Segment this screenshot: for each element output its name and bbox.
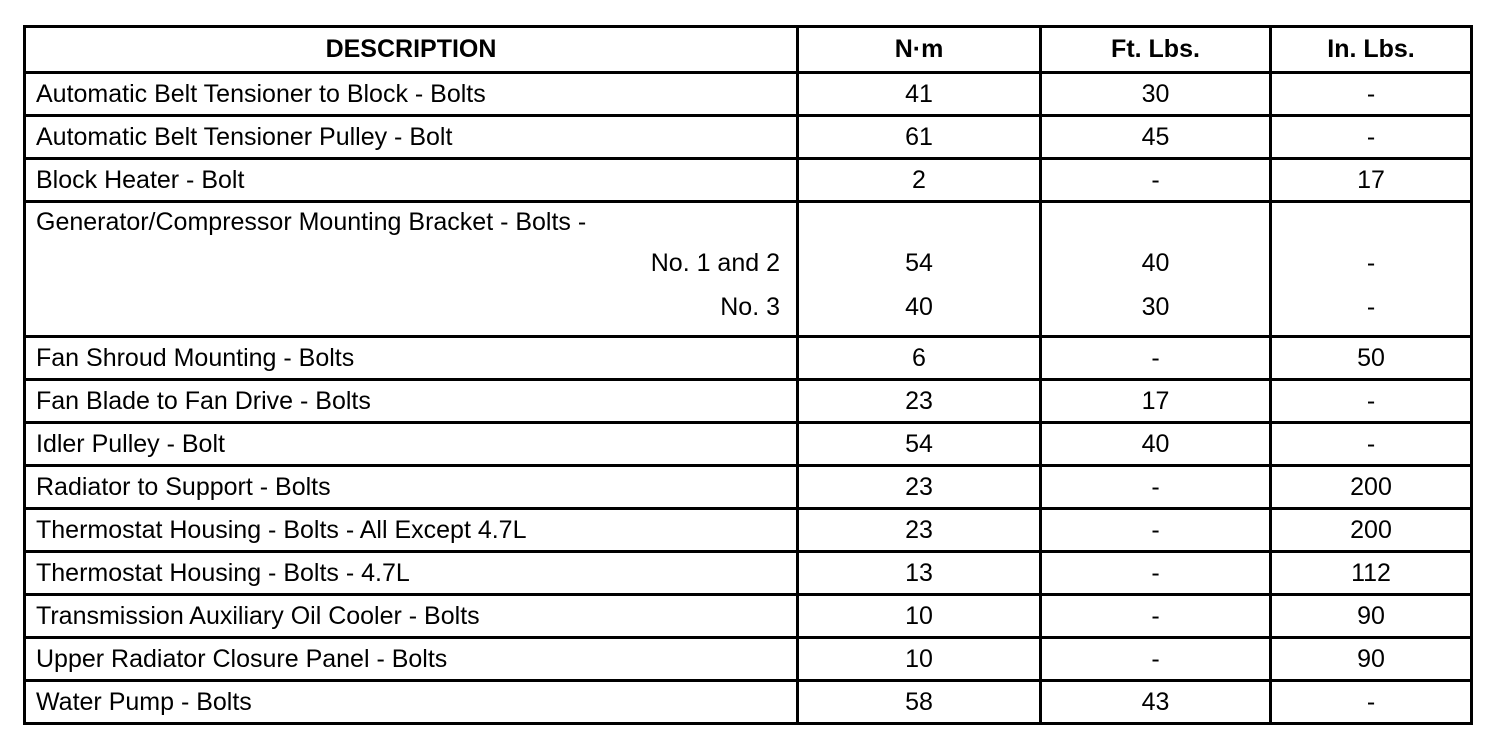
table-row — [25, 466, 1472, 509]
in-lbs-cell: 112 — [1271, 552, 1472, 595]
ft-lbs-cell: 17 — [1041, 380, 1271, 423]
description-cell: Thermostat Housing - Bolts - 4.7L — [25, 552, 798, 595]
description-cell: Upper Radiator Closure Panel - Bolts — [25, 638, 798, 681]
in-lbs-cell: 90 — [1271, 638, 1472, 681]
in-lbs-value: - — [1366, 248, 1376, 277]
ft-lbs-value: 40 — [1141, 248, 1170, 277]
nm-cell: 10 — [798, 595, 1041, 638]
ft-lbs-cell: 43 — [1041, 681, 1271, 724]
nm-cell: 13 — [798, 552, 1041, 595]
ft-lbs-cell: - — [1041, 595, 1271, 638]
description-cell: Thermostat Housing - Bolts - All Except 4.7L — [25, 509, 798, 552]
header-row — [25, 27, 1472, 73]
description-cell: Radiator to Support - Bolts — [25, 466, 798, 509]
in-lbs-cell: - — [1271, 116, 1472, 159]
torque-spec-table — [23, 25, 1473, 725]
in-lbs-cell: - — [1271, 681, 1472, 724]
description-cell — [25, 202, 798, 337]
nm-cell: 23 — [798, 380, 1041, 423]
table-row — [25, 638, 1472, 681]
ft-lbs-cell: - — [1041, 466, 1271, 509]
ft-lbs-cell: - — [1041, 552, 1271, 595]
nm-cell: 6 — [798, 337, 1041, 380]
table-row — [25, 380, 1472, 423]
table-row — [25, 202, 1472, 337]
table-row — [25, 552, 1472, 595]
ft-lbs-cell: 45 — [1041, 116, 1271, 159]
description-cell: Block Heater - Bolt — [25, 159, 798, 202]
description-cell: Fan Blade to Fan Drive - Bolts — [25, 380, 798, 423]
description-sub: No. 1 and 2 — [650, 248, 780, 277]
in-lbs-cell: - — [1271, 380, 1472, 423]
nm-cell: 54 — [798, 423, 1041, 466]
table-row — [25, 423, 1472, 466]
description-cell: Transmission Auxiliary Oil Cooler - Bolts — [25, 595, 798, 638]
ft-lbs-cell: - — [1041, 509, 1271, 552]
description-cell: Fan Shroud Mounting - Bolts — [25, 337, 798, 380]
nm-cell: 58 — [798, 681, 1041, 724]
ft-lbs-cell: - — [1041, 337, 1271, 380]
table-row — [25, 116, 1472, 159]
ft-lbs-cell: - — [1041, 638, 1271, 681]
in-lbs-cell: 50 — [1271, 337, 1472, 380]
ft-lbs-cell: - — [1041, 159, 1271, 202]
table-row — [25, 159, 1472, 202]
ft-lbs-cell: 40 — [1041, 423, 1271, 466]
table-row — [25, 681, 1472, 724]
description-cell: Automatic Belt Tensioner Pulley - Bolt — [25, 116, 798, 159]
description-cell: Automatic Belt Tensioner to Block - Bolts — [25, 73, 798, 116]
nm-cell: 10 — [798, 638, 1041, 681]
header-in-lbs: In. Lbs. — [1271, 27, 1472, 73]
header-nm: N·m — [798, 27, 1041, 73]
in-lbs-cell: 90 — [1271, 595, 1472, 638]
description-cell: Water Pump - Bolts — [25, 681, 798, 724]
nm-cell: 23 — [798, 466, 1041, 509]
in-lbs-cell — [1271, 202, 1472, 337]
in-lbs-cell: 200 — [1271, 466, 1472, 509]
table-row — [25, 509, 1472, 552]
nm-cell: 23 — [798, 509, 1041, 552]
in-lbs-cell: 17 — [1271, 159, 1472, 202]
in-lbs-cell: - — [1271, 73, 1472, 116]
table-row — [25, 73, 1472, 116]
description-cell: Idler Pulley - Bolt — [25, 423, 798, 466]
in-lbs-cell: - — [1271, 423, 1472, 466]
header-description: DESCRIPTION — [25, 27, 798, 73]
ft-lbs-cell — [1041, 202, 1271, 337]
nm-value: 54 — [905, 248, 933, 277]
ft-lbs-cell: 30 — [1041, 73, 1271, 116]
description-sub: No. 3 — [720, 292, 780, 321]
nm-cell: 41 — [798, 73, 1041, 116]
in-lbs-cell: 200 — [1271, 509, 1472, 552]
nm-cell: 2 — [798, 159, 1041, 202]
nm-cell: 61 — [798, 116, 1041, 159]
nm-value: 40 — [905, 292, 933, 321]
description-main: Generator/Compressor Mounting Bracket - Bolts - — [36, 207, 587, 236]
header-ft-lbs: Ft. Lbs. — [1041, 27, 1271, 73]
ft-lbs-value: 30 — [1141, 292, 1170, 321]
in-lbs-value: - — [1366, 292, 1376, 321]
table-row — [25, 337, 1472, 380]
table-row — [25, 595, 1472, 638]
nm-cell — [798, 202, 1041, 337]
